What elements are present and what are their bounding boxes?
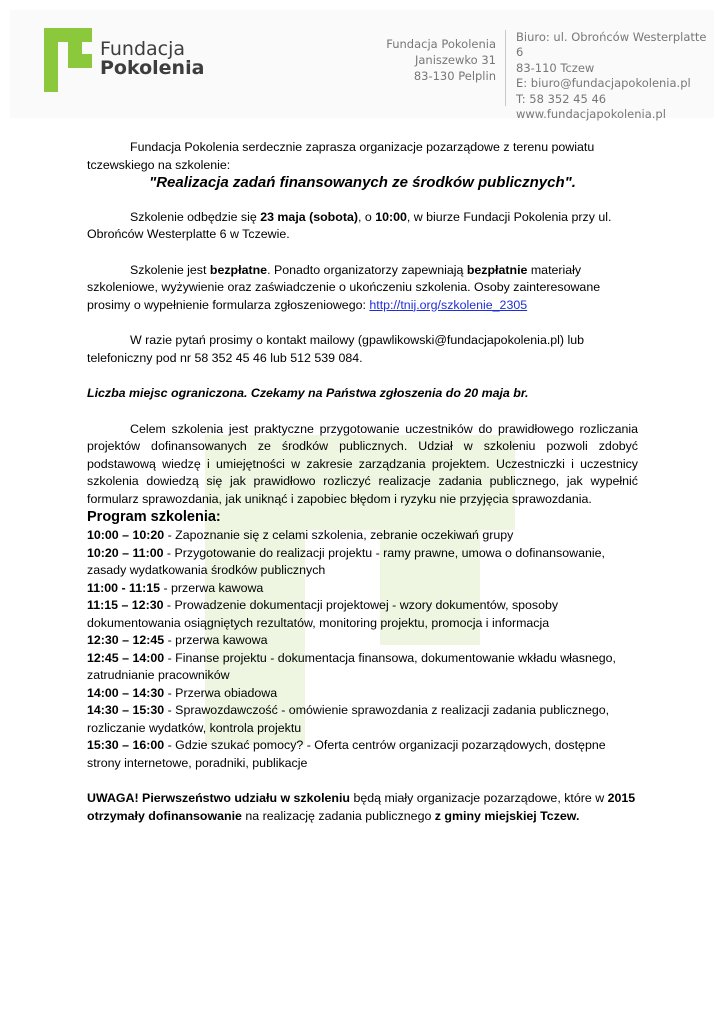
notice-bold: 2015 otrzymały dofinansowanie	[87, 791, 636, 823]
notice-bold: z gminy miejskiej Tczew.	[434, 808, 580, 823]
schedule-item	[87, 527, 638, 545]
text: będą miały organizacje pozarządowe, które w	[350, 791, 608, 805]
program-heading: Program szkolenia:	[87, 509, 221, 525]
schedule-time: 12:45 – 14:00	[87, 650, 165, 665]
priority-notice	[87, 790, 638, 825]
schedule-desc: - Zapoznanie się z celami szkolenia, zebranie oczekiwań grupy	[164, 528, 514, 542]
schedule-time: 11:15 – 12:30	[87, 598, 164, 612]
date-paragraph	[87, 209, 638, 244]
intro-paragraph: Fundacja Pokolenia serdecznie zaprasza organizacje pozarządowe z terenu powiatu tczewskiego na szkolenie:	[87, 140, 595, 172]
free-label: bezpłatnie	[466, 262, 528, 277]
schedule-item	[87, 650, 638, 685]
schedule-item	[87, 545, 638, 580]
schedule-time: 15:30 – 16:00	[87, 738, 165, 752]
text: , o	[357, 209, 376, 224]
registration-link[interactable]: http://tnij.org/szkolenie_2305	[369, 297, 528, 312]
logo-wordmark	[100, 40, 204, 78]
schedule-time: 10:00 – 10:20	[87, 528, 165, 542]
address-left-line: 83-130 Pelplin	[413, 69, 496, 83]
letterhead	[10, 10, 714, 122]
schedule-desc: - przerwa kawowa	[160, 580, 264, 595]
training-title: "Realizacja zadań finansowanych ze środków publicznych".	[149, 174, 576, 191]
schedule-desc: - Przygotowanie do realizacji projektu - ramy prawne, umowa o dofinansowanie, zasady wydatkowania środków publicznych	[87, 545, 605, 577]
text: . Ponadto organizatorzy zapewniają	[267, 262, 467, 277]
schedule-item	[87, 632, 638, 650]
address-right	[516, 30, 714, 122]
fundacja-logo-icon	[44, 28, 92, 92]
training-date: 23 maja (sobota)	[260, 209, 358, 224]
schedule-item	[87, 580, 638, 598]
schedule-time: 14:00 – 14:30	[87, 685, 165, 700]
address-right-website[interactable]: www.fundacjapokolenia.pl	[516, 107, 666, 122]
address-right-line: 83-110 Tczew	[516, 60, 595, 75]
text: Szkolenie jest	[130, 262, 210, 277]
notice-bold: UWAGA! Pierwszeństwo udziału w szkoleniu	[87, 791, 350, 805]
schedule-item	[87, 702, 638, 737]
schedule-item	[87, 685, 638, 703]
schedule-desc: - Prowadzenie dokumentacji projektowej - wzory dokumentów, sposoby dokumentowania osiągniętych rezultatów, monitoring projektu, promocja i informacja	[87, 598, 559, 630]
text: , w biurze Fundacji Pokolenia przy ul. Obrońców Westerplatte 6 w Tczewie.	[87, 209, 612, 241]
address-right-email[interactable]: E: biuro@fundacjapokolenia.pl	[516, 76, 691, 91]
schedule-item	[87, 737, 638, 772]
goal-paragraph: Celem szkolenia jest praktyczne przygotowanie uczestników do prawidłowego rozliczania projektów dofinansowanych ze środków publicznych. Udział w szkoleniu pozwoli zdobyć podstawową wiedzę i umiejętności w zakresie zarządzania projektem. Uczestniczki i uczestnicy szkolenia dowiedzą się jak prawidłowo rozliczyć realizacje zadania publicznego, jak wypełnić formularz sprawozdania, jak uniknąć i zapobiec błędom i ryzyku nie przyjęcia sprawozdania.	[87, 421, 638, 506]
logo-line-1: Fundacja	[100, 38, 186, 60]
free-paragraph	[87, 262, 638, 315]
schedule-desc: - Sprawozdawczość - omówienie sprawozdania z realizacji zadania publicznego, rozliczanie wydatków, kontrola projektu	[87, 703, 610, 735]
limited-seats-notice: Liczba miejsc ograniczona. Czekamy na Państwa zgłoszenia do 20 maja br.	[87, 386, 529, 400]
text: materiały szkoleniowe, wyżywienie oraz zaświadczenie o ukończeniu szkolenia. Osoby zainteresowane prosimy o wypełnienie formularza zgłoszeniowego:	[87, 262, 601, 312]
address-left	[376, 36, 496, 84]
schedule-item	[87, 597, 638, 632]
free-label: bezpłatne	[209, 262, 268, 277]
header-divider	[505, 30, 506, 106]
address-right-line: Biuro: ul. Obrońców Westerplatte 6	[516, 30, 707, 60]
schedule-desc: - Gdzie szukać pomocy? - Oferta centrów organizacji pozarządowych, dostępne strony internetowe, poradniki, publikacje	[87, 738, 606, 770]
schedule-time: 11:00 - 11:15	[87, 580, 161, 595]
address-left-line: Fundacja Pokolenia	[386, 37, 496, 51]
schedule-desc: - przerwa kawowa	[164, 633, 268, 647]
text: Szkolenie odbędzie się	[130, 209, 261, 224]
address-left-line: Janiszewko 31	[414, 53, 496, 67]
training-time: 10:00	[375, 209, 407, 224]
schedule-time: 14:30 – 15:30	[87, 703, 165, 717]
schedule-time: 10:20 – 11:00	[87, 545, 164, 560]
schedule-list	[87, 527, 638, 772]
address-right-phone: T: 58 352 45 46	[516, 91, 607, 106]
schedule-desc: - Finanse projektu - dokumentacja finansowa, dokumentowanie wkładu własnego, zatrudnianie pracowników	[87, 650, 616, 682]
logo-line-2: Pokolenia	[100, 57, 205, 79]
text: na realizację zadania publicznego	[241, 808, 435, 823]
document-body	[87, 139, 638, 825]
schedule-desc: - Przerwa obiadowa	[164, 685, 278, 700]
schedule-time: 12:30 – 12:45	[87, 633, 165, 647]
contact-paragraph: W razie pytań prosimy o kontakt mailowy (gpawlikowski@fundacjapokolenia.pl) lub telefoniczny pod nr 58 352 45 46 lub 512 539 084.	[87, 333, 585, 365]
